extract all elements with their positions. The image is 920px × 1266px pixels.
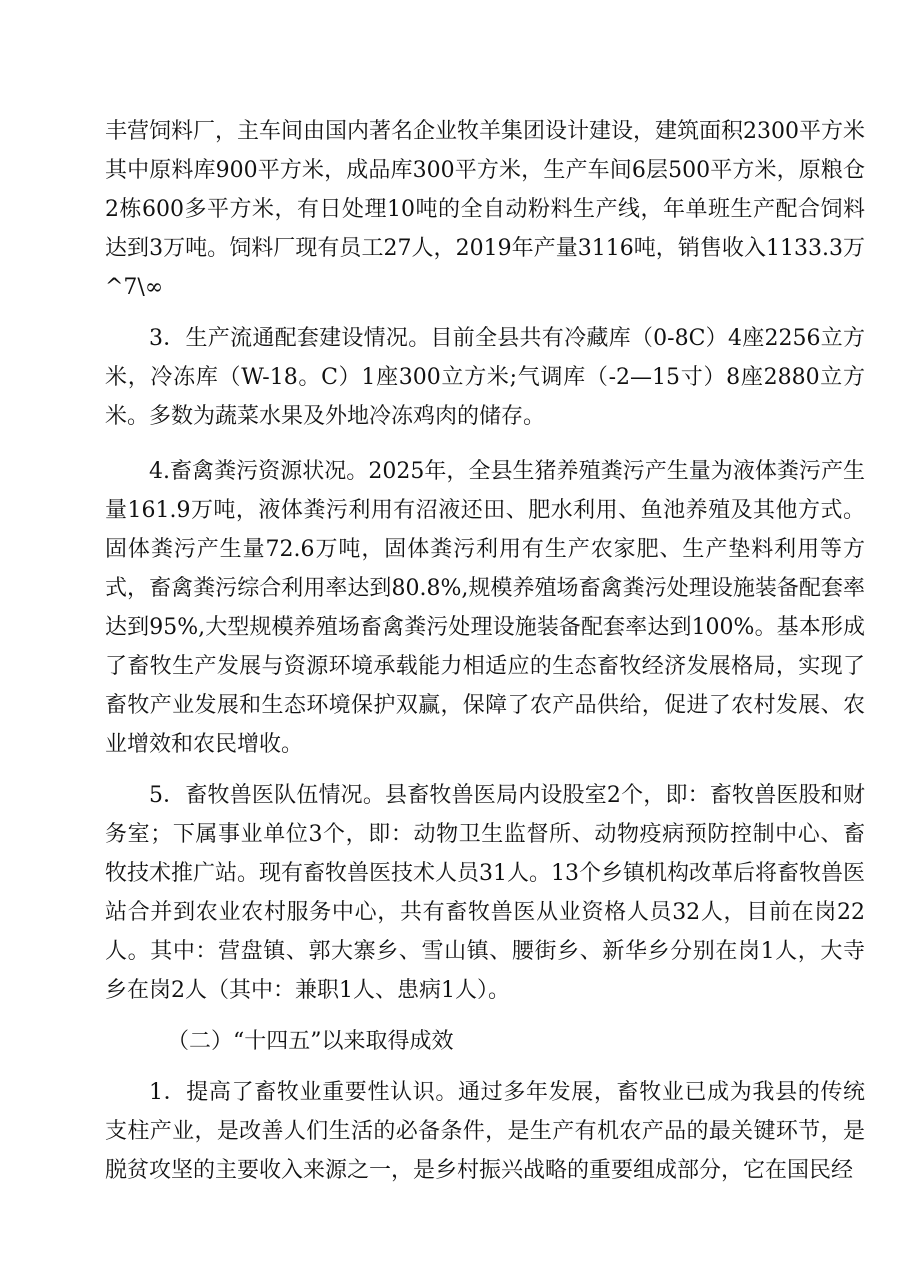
paragraph-manure-resources: 4.畜禽粪污资源状况。2025年，全县生猪养殖粪污产生量为液体粪污产生量161.9万吨，液体粪污利用有沼液还田、肥水利用、鱼池养殖及其他方式。固体粪污产生量72.6万吨，固体粪污利用有生产农家肥、生产垫料利用等方式，畜禽粪污综合利用率达到80.8%,规模养殖场畜禽粪污处理设施装备配套率达到95%,大型规模养殖场畜禽粪污处理设施装备配套率达到100%。基本形成了畜牧生产发展与资源环境承载能力相适应的生态畜牧经济发展格局，实现了畜牧产业发展和生态环境保护双赢，保障了农产品供给，促进了农村发展、农业增效和农民增收。	[105, 459, 865, 757]
document-body	[105, 112, 865, 1190]
paragraph-awareness: 1．提高了畜牧业重要性认识。通过多年发展，畜牧业已成为我县的传统支柱产业，是改善人们生活的必备条件，是生产有机农产品的最关键环节，是脱贫攻坚的主要收入来源之一，是乡村振兴战略的重要组成部分，它在国民经	[105, 1080, 865, 1183]
paragraph-feed-mill: 丰营饲料厂，主车间由国内著名企业牧羊集团设计建设，建筑面积2300平方米其中原料库900平方米，成品库300平方米，生产车间6层500平方米，原粮仓2栋600多平方米，有日处理10吨的全自动粉料生产线，年单班生产配合饲料达到3万吨。饲料厂现有员工27人，2019年产量3116吨，销售收入1133.3万^7\∞	[105, 119, 865, 300]
paragraph-cold-storage: 3．生产流通配套建设情况。目前全县共有冷藏库（0-8C）4座2256立方米，冷冻库（W-18。C）1座300立方米;气调库（-2—15寸）8座2880立方米。多数为蔬菜水果及外地冷冻鸡肉的储存。	[105, 326, 865, 429]
section-heading: （二）“十四五”以来取得成效	[167, 1029, 454, 1054]
paragraph-veterinary-staff: 5．畜牧兽医队伍情况。县畜牧兽医局内设股室2个，即：畜牧兽医股和财务室；下属事业单位3个，即：动物卫生监督所、动物疫病预防控制中心、畜牧技术推广站。现有畜牧兽医技术人员31人。13个乡镇机构改革后将畜牧兽医站合并到农业农村服务中心，共有畜牧兽医从业资格人员32人，目前在岗22人。其中：营盘镇、郭大寨乡、雪山镇、腰街乡、新华乡分别在岗1人，大寺乡在岗2人（其中：兼职1人、患病1人）。	[105, 783, 865, 1003]
